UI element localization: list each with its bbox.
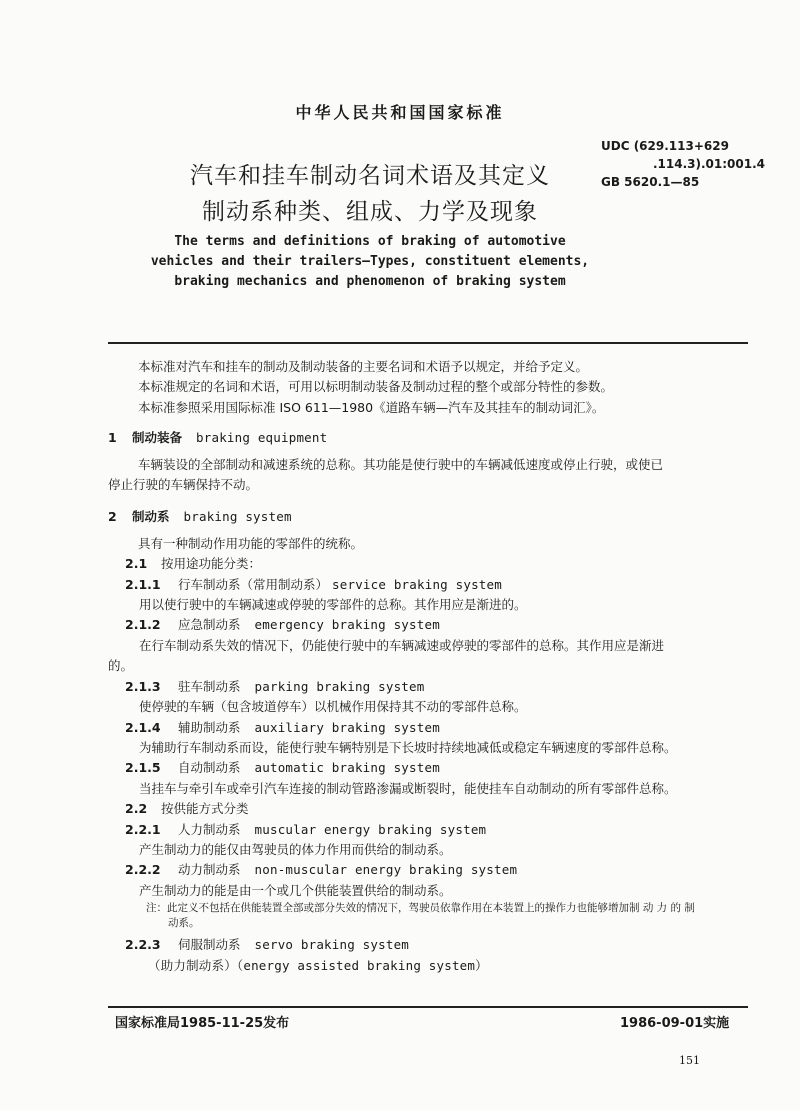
term-note-cont: 动系。 — [168, 917, 200, 930]
term-definition: 用以使行驶中的车辆减速或停驶的零部件的总称。其作用应是渐进的。 — [139, 597, 527, 613]
subsection-2-2-3 — [108, 935, 748, 955]
subsection-2-1-4 — [108, 718, 748, 738]
gb-number: GB 5620.1—85 — [601, 175, 700, 189]
subsection-number: 2.1.2 — [125, 617, 161, 633]
intro-paragraph-1: 本标准对汽车和挂车的制动及制动装备的主要名词和术语予以规定，并给予定义。 — [138, 359, 589, 374]
section-1-definition: 车辆装设的全部制动和减速系统的总称。其功能是使行驶中的车辆减低速度或停止行驶，或使已 — [138, 456, 664, 472]
term-cn: 驻车制动系 — [178, 678, 241, 694]
term-definition-cont: 的。 — [108, 658, 134, 674]
term-cn: 伺服制动系 — [178, 937, 241, 953]
term-definition: 在行车制动系失效的情况下，仍能使行驶中的车辆减速或停驶的零部件的总称。其作用应是渐进 — [139, 637, 665, 653]
subsection-number: 2.1.1 — [125, 576, 161, 592]
term-en: parking braking system — [254, 678, 425, 694]
section-number: 2 — [108, 509, 117, 525]
term-definition: 产生制动力的能仅由驾驶员的体力作用而供给的制动系。 — [139, 841, 452, 857]
subsection-2-1-1 — [108, 575, 748, 595]
subsection-2-1-2 — [108, 615, 748, 635]
section-2-heading — [108, 507, 748, 527]
intro-paragraph-2: 本标准规定的名词和术语，可用以标明制动装备及制动过程的整个或部分特性的参数。 — [138, 379, 614, 395]
term-definition: 使停驶的车辆（包含坡道停车）以机械作用保持其不动的零部件总称。 — [139, 699, 527, 715]
title-cn-line-1: 汽车和挂车制动名词术语及其定义 — [190, 163, 550, 189]
title-en-text: The terms and definitions of braking of automotive vehicles and their trailers—Types, constituent elements, braking mechanics and phenomenon of braking system — [150, 234, 590, 289]
subsection-number: 2.2.1 — [125, 821, 161, 837]
term-definition: 为辅助行车制动系而设，能使行驶车辆特别是下长坡时持续地减低或稳定车辆速度的零部件总称。 — [139, 739, 677, 755]
subsection-title: 按用途功能分类： — [161, 556, 262, 572]
section-title-en: braking system — [183, 509, 292, 525]
section-title-cn: 制动系 — [132, 509, 170, 525]
subsection-number: 2.2 — [125, 801, 148, 817]
term-note: 注：此定义不包括在供能装置全部或部分失效的情况下，驾驶员依靠作用在本装置上的操作力也能够增加制 动 力 的 制 — [146, 902, 695, 915]
subsection-title: 按供能方式分类 — [161, 801, 249, 817]
term-definition: 当挂车与牵引车或牵引汽车连接的制动管路渗漏或断裂时，能使挂车自动制动的所有零部件总称。 — [139, 780, 677, 796]
udc-line-1: UDC (629.113+629 — [601, 139, 729, 153]
section-title-en: braking equipment — [196, 430, 328, 446]
issued-date: 国家标准局1985-11-25发布 — [115, 1016, 290, 1031]
section-2-definition: 具有一种制动作用功能的零部件的统称。 — [138, 535, 364, 551]
term-cn: 应急制动系 — [178, 617, 241, 633]
section-1-heading — [108, 428, 748, 448]
term-en: non-muscular energy braking system — [254, 862, 518, 878]
term-en: auxiliary braking system — [254, 719, 440, 735]
subsection-2-2 — [108, 799, 748, 819]
subsection-2-1-5 — [108, 758, 748, 778]
subsection-number: 2.1 — [125, 556, 148, 572]
subsection-number: 2.2.2 — [125, 862, 161, 878]
subsection-number: 2.1.3 — [125, 678, 161, 694]
subsection-2-1 — [108, 554, 748, 574]
intro-paragraph-3: 本标准参照采用国际标准 ISO 611—1980《道路车辆—汽车及其挂车的制动词汇》。 — [138, 399, 605, 415]
page-number: 151 — [679, 1054, 700, 1067]
term-en: service braking system — [332, 576, 502, 592]
section-number: 1 — [108, 430, 117, 446]
term-cn: 自动制动系 — [178, 760, 241, 776]
term-alternate: （助力制动系）（energy assisted braking system） — [148, 957, 488, 973]
top-divider — [108, 342, 748, 344]
section-1-definition-cont: 停止行驶的车辆保持不动。 — [108, 477, 259, 493]
term-cn: 人力制动系 — [178, 821, 241, 837]
subsection-2-2-2 — [108, 860, 748, 880]
term-cn: 行车制动系（常用制动系） — [178, 576, 329, 592]
term-en: automatic braking system — [254, 760, 440, 776]
document-body — [108, 357, 748, 976]
section-title-cn: 制动装备 — [132, 430, 183, 446]
term-en: servo braking system — [254, 937, 410, 953]
title-en — [0, 232, 740, 292]
title-cn-line-2: 制动系种类、组成、力学及现象 — [202, 199, 538, 225]
subsection-2-2-1 — [108, 820, 748, 840]
subsection-number: 2.1.5 — [125, 760, 161, 776]
subsection-number: 2.1.4 — [125, 719, 161, 735]
implementation-date: 1986-09-01实施 — [620, 1016, 730, 1031]
national-standard-heading: 中华人民共和国国家标准 — [295, 103, 505, 122]
term-cn: 动力制动系 — [178, 862, 241, 878]
term-en: emergency braking system — [254, 617, 440, 633]
subsection-2-1-3 — [108, 677, 748, 697]
bottom-divider — [108, 1006, 748, 1008]
term-en: muscular energy braking system — [254, 821, 487, 837]
udc-line-2: .114.3).01:001.4 — [653, 157, 766, 171]
subsection-number: 2.2.3 — [125, 937, 161, 953]
term-definition: 产生制动力的能是由一个或几个供能装置供给的制动系。 — [139, 882, 452, 898]
term-cn: 辅助制动系 — [178, 719, 241, 735]
